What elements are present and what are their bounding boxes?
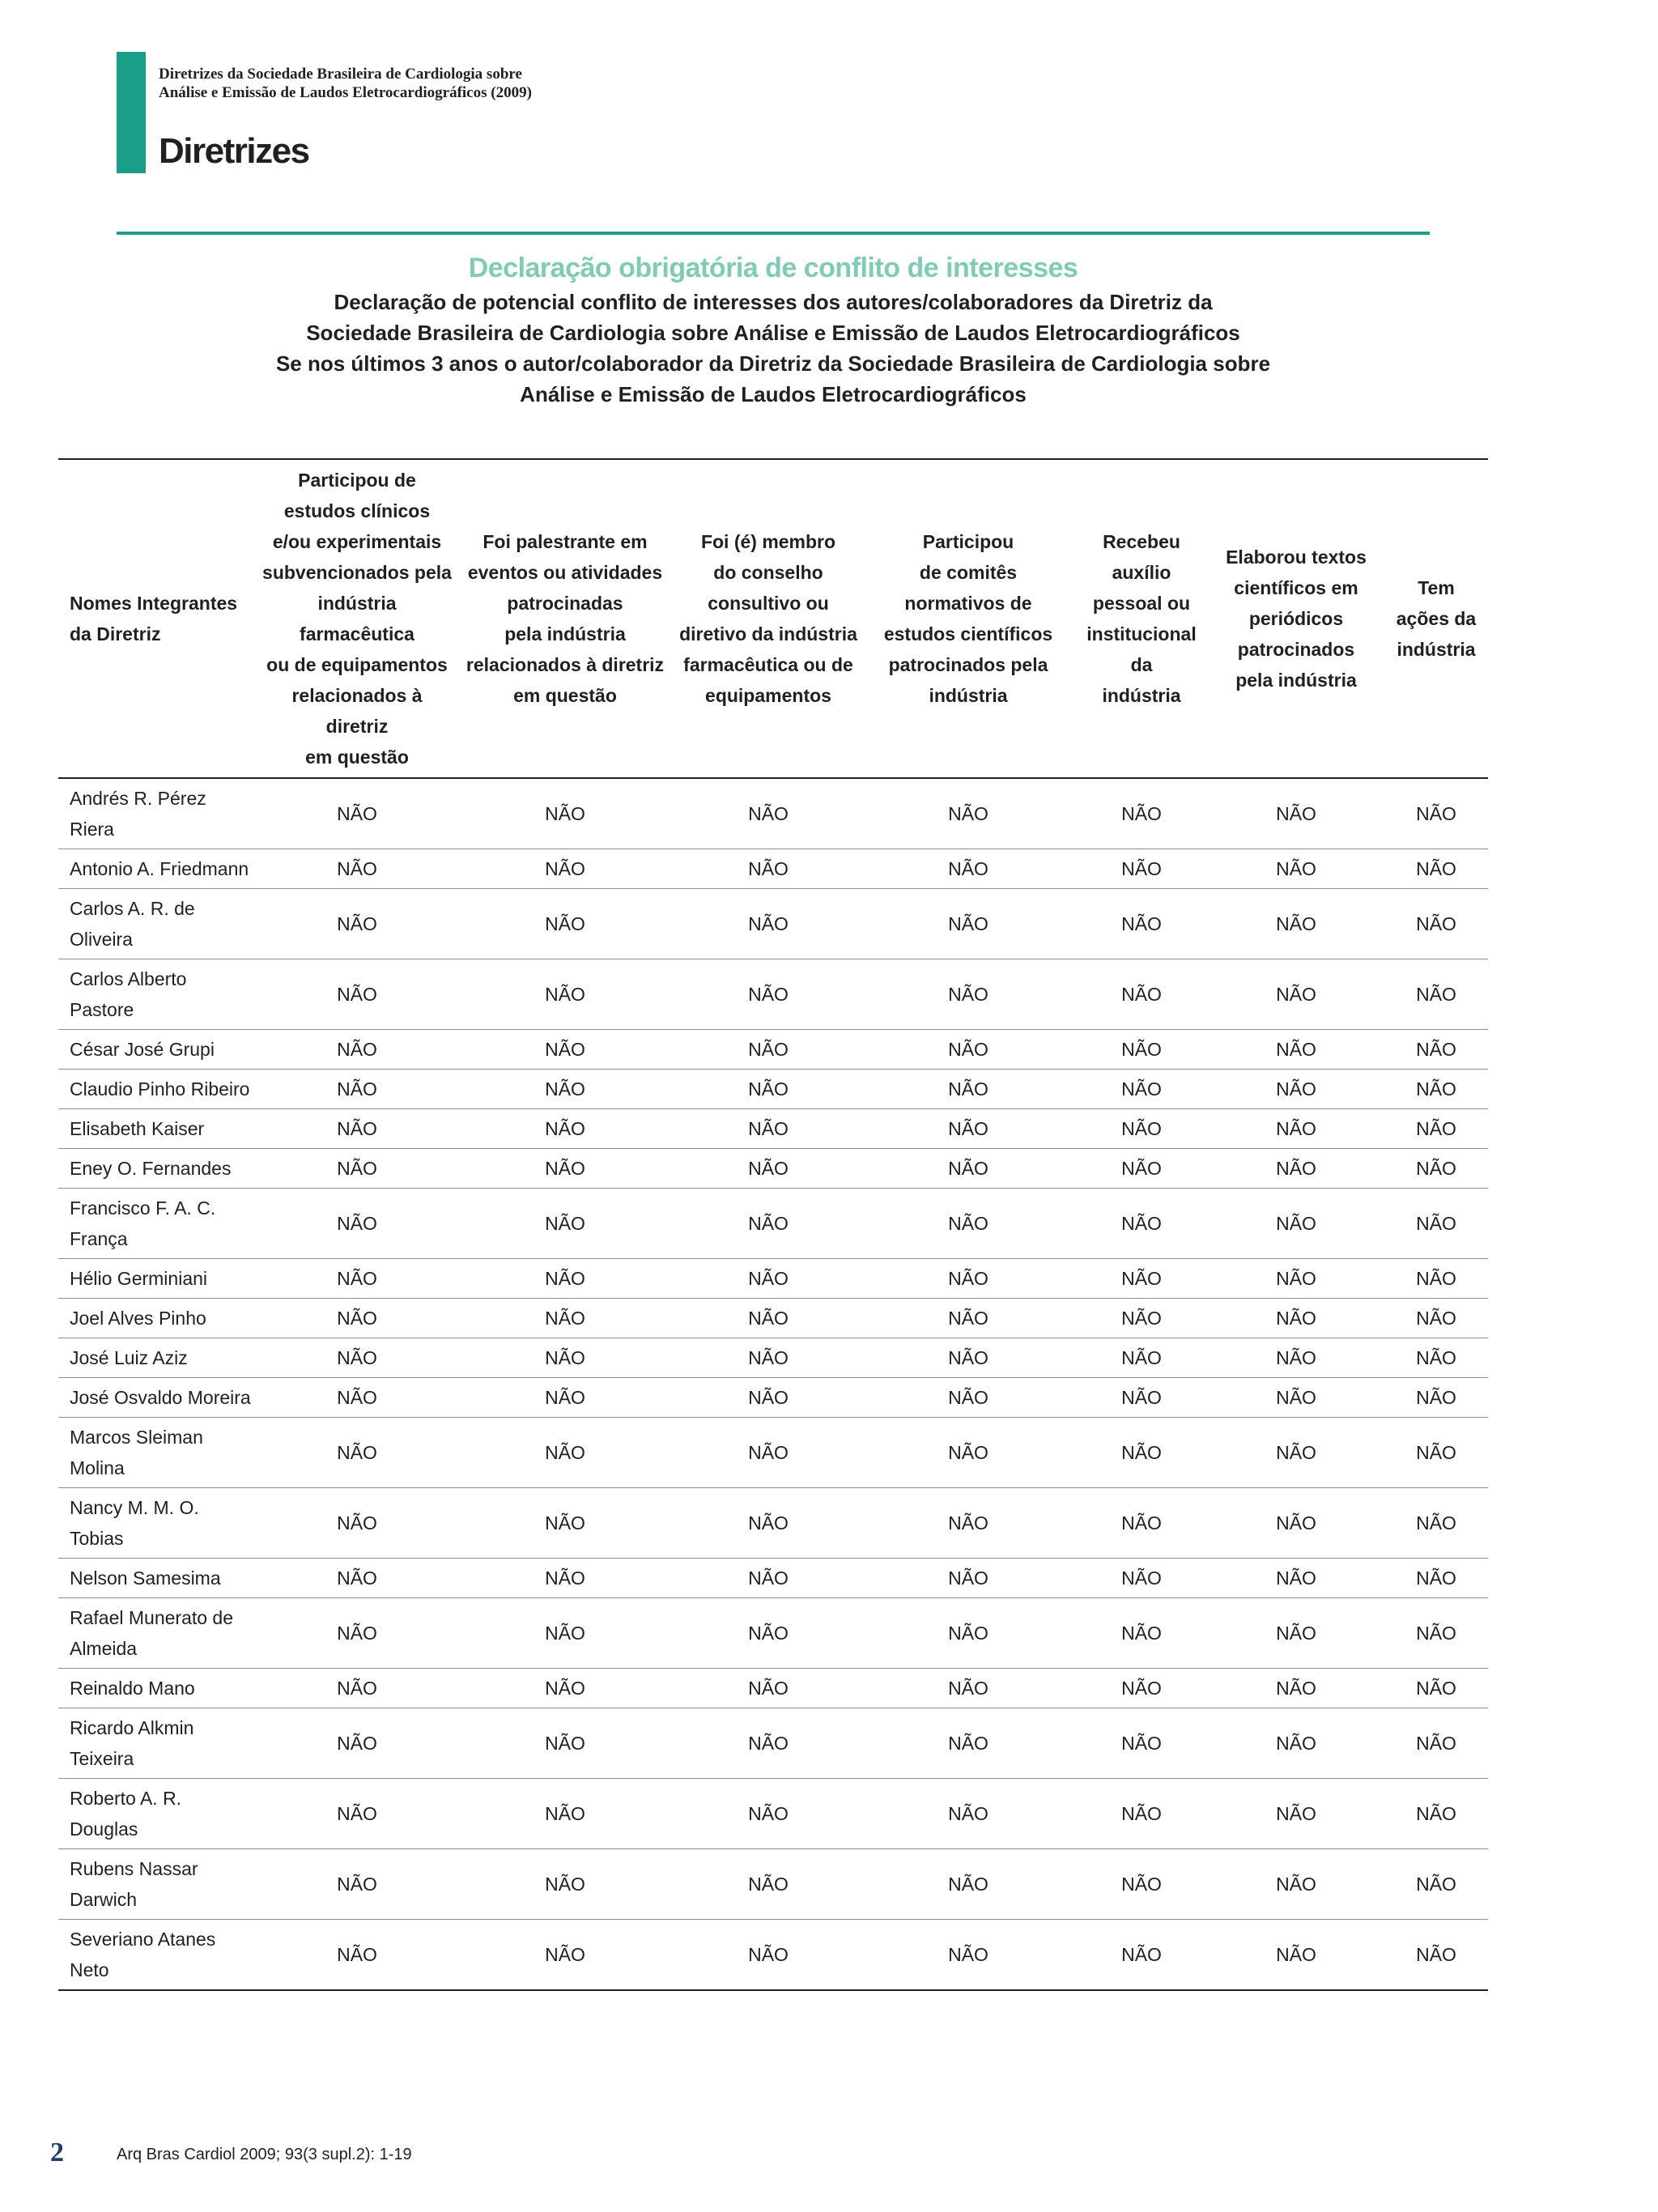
- answer-cell: NÃO: [259, 778, 455, 849]
- answer-cell: NÃO: [675, 1669, 861, 1708]
- answer-cell: NÃO: [1208, 849, 1384, 889]
- member-name: [58, 1378, 259, 1418]
- column-header-line: pela indústria: [1235, 670, 1357, 691]
- column-header-line: indústria: [929, 685, 1008, 706]
- column-header-line: Nomes Integrantes: [70, 593, 238, 614]
- table-row: [58, 778, 1488, 849]
- answer-cell: NÃO: [1384, 1378, 1488, 1418]
- answer-cell: NÃO: [675, 1779, 861, 1849]
- member-name-line: Hélio Germiniani: [70, 1268, 208, 1289]
- answer-cell: NÃO: [1075, 1598, 1208, 1669]
- table-row: [58, 1109, 1488, 1149]
- answer-cell: NÃO: [455, 1378, 675, 1418]
- member-name-line: Ricardo Alkmin: [70, 1717, 194, 1738]
- answer-cell: NÃO: [861, 1338, 1075, 1378]
- member-name-line: Claudio Pinho Ribeiro: [70, 1078, 250, 1100]
- answer-cell: NÃO: [861, 1259, 1075, 1299]
- answer-cell: NÃO: [259, 959, 455, 1030]
- answer-cell: NÃO: [455, 1338, 675, 1378]
- answer-cell: NÃO: [1208, 1849, 1384, 1920]
- answer-cell: NÃO: [1384, 1299, 1488, 1338]
- column-header: [675, 459, 861, 778]
- answer-cell: NÃO: [1208, 1338, 1384, 1378]
- question-line-1: Se nos últimos 3 anos o autor/colaborador da Diretriz da Sociedade Brasileira de Cardiologia sobre: [275, 351, 1271, 376]
- answer-cell: NÃO: [861, 1849, 1075, 1920]
- answer-cell: NÃO: [259, 1259, 455, 1299]
- answer-cell: NÃO: [1208, 1559, 1384, 1598]
- answer-cell: NÃO: [1384, 1779, 1488, 1849]
- answer-cell: NÃO: [1384, 1030, 1488, 1070]
- column-header-line: eventos ou atividades: [467, 562, 663, 583]
- answer-cell: NÃO: [1384, 1849, 1488, 1920]
- answer-cell: NÃO: [455, 1030, 675, 1070]
- answer-cell: NÃO: [861, 1920, 1075, 1991]
- table-row: [58, 1338, 1488, 1378]
- table-row: [58, 1669, 1488, 1708]
- table-row: [58, 1418, 1488, 1488]
- column-header: [1075, 459, 1208, 778]
- answer-cell: NÃO: [1208, 778, 1384, 849]
- declaration-subtitle: [58, 287, 1488, 348]
- column-header-line: institucional da: [1086, 623, 1197, 675]
- answer-cell: NÃO: [455, 1070, 675, 1109]
- answer-cell: NÃO: [1384, 1189, 1488, 1259]
- answer-cell: NÃO: [259, 1299, 455, 1338]
- table-row: [58, 1779, 1488, 1849]
- answer-cell: NÃO: [1075, 849, 1208, 889]
- answer-cell: NÃO: [1075, 1779, 1208, 1849]
- column-header-line: Participou: [922, 531, 1014, 552]
- table-row: [58, 959, 1488, 1030]
- answer-cell: NÃO: [1208, 1189, 1384, 1259]
- member-name-line: Tobias: [70, 1528, 124, 1549]
- answer-cell: NÃO: [1384, 1920, 1488, 1991]
- answer-cell: NÃO: [675, 1598, 861, 1669]
- member-name: [58, 1299, 259, 1338]
- member-name: [58, 1070, 259, 1109]
- answer-cell: NÃO: [861, 1559, 1075, 1598]
- member-name-line: Reinaldo Mano: [70, 1678, 195, 1699]
- member-name-line: César José Grupi: [70, 1039, 215, 1060]
- answer-cell: NÃO: [1208, 1598, 1384, 1669]
- table-row: [58, 1259, 1488, 1299]
- column-header-line: científicos em: [1234, 577, 1358, 598]
- answer-cell: NÃO: [861, 849, 1075, 889]
- answer-cell: NÃO: [861, 1070, 1075, 1109]
- table-row: [58, 1849, 1488, 1920]
- column-header-line: pessoal ou: [1092, 593, 1191, 614]
- table-row: [58, 1598, 1488, 1669]
- answer-cell: NÃO: [1208, 1920, 1384, 1991]
- journal-title: [159, 65, 887, 102]
- answer-cell: NÃO: [1384, 1109, 1488, 1149]
- section-accent-bar: [117, 52, 146, 173]
- table-row: [58, 1189, 1488, 1259]
- answer-cell: NÃO: [675, 1070, 861, 1109]
- column-header-line: patrocinadas: [507, 593, 623, 614]
- answer-cell: NÃO: [675, 1418, 861, 1488]
- answer-cell: NÃO: [1208, 1418, 1384, 1488]
- answer-cell: NÃO: [1075, 1849, 1208, 1920]
- member-name-line: Francisco F. A. C.: [70, 1197, 216, 1219]
- column-header-line: Foi (é) membro: [700, 531, 836, 552]
- conflict-of-interest-table: [58, 458, 1488, 1991]
- member-name: [58, 1338, 259, 1378]
- member-name: [58, 959, 259, 1030]
- answer-cell: NÃO: [455, 1669, 675, 1708]
- table-row: [58, 1070, 1488, 1109]
- member-name-line: José Luiz Aziz: [70, 1347, 188, 1368]
- member-name-line: Elisabeth Kaiser: [70, 1118, 205, 1139]
- answer-cell: NÃO: [1075, 889, 1208, 959]
- answer-cell: NÃO: [675, 1708, 861, 1779]
- answer-cell: NÃO: [861, 1488, 1075, 1559]
- answer-cell: NÃO: [1075, 1030, 1208, 1070]
- member-name-line: Molina: [70, 1457, 125, 1478]
- member-name: [58, 1488, 259, 1559]
- answer-cell: NÃO: [861, 1189, 1075, 1259]
- answer-cell: NÃO: [455, 1299, 675, 1338]
- member-name-line: Eney O. Fernandes: [70, 1158, 232, 1179]
- table-row: [58, 1299, 1488, 1338]
- answer-cell: NÃO: [455, 959, 675, 1030]
- member-name-line: Douglas: [70, 1819, 138, 1840]
- answer-cell: NÃO: [1075, 1109, 1208, 1149]
- answer-cell: NÃO: [861, 889, 1075, 959]
- answer-cell: NÃO: [259, 1598, 455, 1669]
- column-header-line: auxílio: [1112, 562, 1171, 583]
- member-name-line: França: [70, 1228, 128, 1249]
- answer-cell: NÃO: [259, 1708, 455, 1779]
- answer-cell: NÃO: [1208, 889, 1384, 959]
- column-header-line: pela indústria: [504, 623, 626, 644]
- column-header-line: em questão: [513, 685, 617, 706]
- answer-cell: NÃO: [259, 1779, 455, 1849]
- table-row: [58, 1030, 1488, 1070]
- member-name: [58, 849, 259, 889]
- answer-cell: NÃO: [1384, 1598, 1488, 1669]
- member-name: [58, 1418, 259, 1488]
- answer-cell: NÃO: [1075, 1149, 1208, 1189]
- answer-cell: NÃO: [259, 1378, 455, 1418]
- answer-cell: NÃO: [861, 1418, 1075, 1488]
- column-header-line: estudos clínicos: [283, 500, 431, 521]
- column-header: [455, 459, 675, 778]
- answer-cell: NÃO: [455, 1189, 675, 1259]
- answer-cell: NÃO: [455, 1149, 675, 1189]
- answer-cell: NÃO: [1384, 1669, 1488, 1708]
- answer-cell: NÃO: [1075, 1559, 1208, 1598]
- column-header-line: patrocinados: [1237, 639, 1355, 660]
- answer-cell: NÃO: [1384, 1338, 1488, 1378]
- column-header-line: consultivo ou: [708, 593, 829, 614]
- member-name: [58, 778, 259, 849]
- answer-cell: NÃO: [1208, 1378, 1384, 1418]
- answer-cell: NÃO: [861, 1779, 1075, 1849]
- answer-cell: NÃO: [455, 1598, 675, 1669]
- column-header-line: farmacêutica ou de: [683, 654, 853, 675]
- column-header-line: de comitês: [919, 562, 1018, 583]
- answer-cell: NÃO: [675, 1030, 861, 1070]
- answer-cell: NÃO: [675, 849, 861, 889]
- answer-cell: NÃO: [1075, 1338, 1208, 1378]
- answer-cell: NÃO: [675, 1338, 861, 1378]
- top-divider: [117, 232, 1430, 235]
- declaration-question: [58, 348, 1488, 410]
- answer-cell: NÃO: [675, 1189, 861, 1259]
- member-name: [58, 1149, 259, 1189]
- table-row: [58, 1149, 1488, 1189]
- column-header-line: Participou de: [298, 470, 416, 491]
- answer-cell: NÃO: [675, 1259, 861, 1299]
- table-row: [58, 1920, 1488, 1991]
- answer-cell: NÃO: [1208, 1030, 1384, 1070]
- column-header-line: periódicos: [1248, 608, 1344, 629]
- answer-cell: NÃO: [1208, 1109, 1384, 1149]
- member-name: [58, 1849, 259, 1920]
- answer-cell: NÃO: [1075, 1418, 1208, 1488]
- column-header: [861, 459, 1075, 778]
- column-header-line: relacionados à diretriz: [466, 654, 665, 675]
- answer-cell: NÃO: [1208, 1779, 1384, 1849]
- answer-cell: NÃO: [259, 1669, 455, 1708]
- member-name: [58, 1109, 259, 1149]
- answer-cell: NÃO: [259, 1920, 455, 1991]
- member-name-line: Almeida: [70, 1638, 138, 1659]
- answer-cell: NÃO: [455, 1920, 675, 1991]
- answer-cell: NÃO: [259, 1559, 455, 1598]
- answer-cell: NÃO: [1384, 1559, 1488, 1598]
- answer-cell: NÃO: [861, 959, 1075, 1030]
- member-name-line: Darwich: [70, 1889, 138, 1910]
- answer-cell: NÃO: [1075, 959, 1208, 1030]
- answer-cell: NÃO: [1075, 1259, 1208, 1299]
- answer-cell: NÃO: [675, 1149, 861, 1189]
- subtitle-line-2: Sociedade Brasileira de Cardiologia sobre Análise e Emissão de Laudos Eletrocardiográficos: [306, 321, 1240, 345]
- member-name: [58, 1669, 259, 1708]
- column-header: [1384, 459, 1488, 778]
- member-name-line: Rafael Munerato de: [70, 1607, 234, 1628]
- answer-cell: NÃO: [455, 1849, 675, 1920]
- column-header-line: normativos de: [904, 593, 1032, 614]
- column-header: [1208, 459, 1384, 778]
- answer-cell: NÃO: [1384, 1070, 1488, 1109]
- answer-cell: NÃO: [1384, 889, 1488, 959]
- member-name: [58, 1779, 259, 1849]
- table-row: [58, 1378, 1488, 1418]
- column-header-line: equipamentos: [705, 685, 831, 706]
- answer-cell: NÃO: [1384, 1488, 1488, 1559]
- answer-cell: NÃO: [675, 889, 861, 959]
- journal-title-line-2: Análise e Emissão de Laudos Eletrocardiográficos (2009): [159, 84, 532, 101]
- member-name-line: Rubens Nassar: [70, 1858, 198, 1879]
- member-name-line: Neto: [70, 1959, 109, 1980]
- answer-cell: NÃO: [259, 1030, 455, 1070]
- answer-cell: NÃO: [675, 1378, 861, 1418]
- table-row: [58, 889, 1488, 959]
- answer-cell: NÃO: [1384, 1418, 1488, 1488]
- answer-cell: NÃO: [1208, 1669, 1384, 1708]
- answer-cell: NÃO: [259, 1109, 455, 1149]
- member-name: [58, 889, 259, 959]
- answer-cell: NÃO: [861, 1669, 1075, 1708]
- answer-cell: NÃO: [1208, 1299, 1384, 1338]
- column-header-line: em questão: [305, 747, 409, 768]
- column-header: [259, 459, 455, 778]
- table-row: [58, 1488, 1488, 1559]
- answer-cell: NÃO: [675, 1559, 861, 1598]
- table-row: [58, 1708, 1488, 1779]
- answer-cell: NÃO: [675, 1920, 861, 1991]
- answer-cell: NÃO: [861, 1109, 1075, 1149]
- answer-cell: NÃO: [675, 1109, 861, 1149]
- column-header-line: diretivo da indústria: [679, 623, 857, 644]
- member-name-line: Riera: [70, 819, 114, 840]
- answer-cell: NÃO: [259, 849, 455, 889]
- answer-cell: NÃO: [1384, 778, 1488, 849]
- answer-cell: NÃO: [1075, 778, 1208, 849]
- answer-cell: NÃO: [1208, 1488, 1384, 1559]
- answer-cell: NÃO: [455, 1488, 675, 1559]
- member-name: [58, 1598, 259, 1669]
- answer-cell: NÃO: [1384, 959, 1488, 1030]
- column-header-line: patrocinados pela: [888, 654, 1048, 675]
- answer-cell: NÃO: [675, 959, 861, 1030]
- question-line-2: Análise e Emissão de Laudos Eletrocardiográficos: [520, 382, 1027, 406]
- member-name: [58, 1030, 259, 1070]
- column-header-line: ações da: [1396, 608, 1477, 629]
- answer-cell: NÃO: [1208, 1149, 1384, 1189]
- answer-cell: NÃO: [1384, 1149, 1488, 1189]
- answer-cell: NÃO: [1208, 1070, 1384, 1109]
- answer-cell: NÃO: [455, 1418, 675, 1488]
- column-header-line: e/ou experimentais: [272, 531, 442, 552]
- answer-cell: NÃO: [1075, 1488, 1208, 1559]
- answer-cell: NÃO: [455, 1559, 675, 1598]
- column-header-line: estudos científicos: [883, 623, 1053, 644]
- answer-cell: NÃO: [1384, 1708, 1488, 1779]
- answer-cell: NÃO: [861, 1149, 1075, 1189]
- answer-cell: NÃO: [259, 1849, 455, 1920]
- answer-cell: NÃO: [259, 1488, 455, 1559]
- column-header-line: subvencionados pela: [262, 562, 452, 583]
- member-name-line: Antonio A. Friedmann: [70, 858, 249, 879]
- answer-cell: NÃO: [259, 889, 455, 959]
- page-number: 2: [50, 2138, 64, 2167]
- member-name-line: Nelson Samesima: [70, 1568, 221, 1589]
- answer-cell: NÃO: [1075, 1189, 1208, 1259]
- column-header-names: [58, 459, 259, 778]
- answer-cell: NÃO: [861, 1708, 1075, 1779]
- member-name-line: Severiano Atanes: [70, 1929, 216, 1950]
- member-name: [58, 1559, 259, 1598]
- column-header-line: indústria: [1102, 685, 1181, 706]
- member-name-line: Carlos A. R. de: [70, 898, 195, 919]
- declaration-title: Declaração obrigatória de conflito de interesses: [468, 253, 1078, 283]
- table-body: [58, 778, 1488, 1990]
- answer-cell: NÃO: [861, 1598, 1075, 1669]
- subtitle-line-1: Declaração de potencial conflito de interesses dos autores/colaboradores da Diretriz da: [334, 290, 1213, 314]
- column-header-line: Elaborou textos: [1226, 547, 1367, 568]
- answer-cell: NÃO: [259, 1189, 455, 1259]
- column-header-line: indústria: [1397, 639, 1476, 660]
- answer-cell: NÃO: [259, 1149, 455, 1189]
- answer-cell: NÃO: [675, 1849, 861, 1920]
- answer-cell: NÃO: [1208, 1259, 1384, 1299]
- table-row: [58, 1559, 1488, 1598]
- member-name: [58, 1189, 259, 1259]
- table-row: [58, 849, 1488, 889]
- member-name-line: Marcos Sleiman: [70, 1427, 203, 1448]
- member-name-line: Nancy M. M. O.: [70, 1497, 199, 1518]
- column-header-line: Foi palestrante em: [483, 531, 648, 552]
- answer-cell: NÃO: [861, 1299, 1075, 1338]
- member-name-line: José Osvaldo Moreira: [70, 1387, 251, 1408]
- journal-citation: Arq Bras Cardiol 2009; 93(3 supl.2): 1-19: [117, 2146, 412, 2163]
- answer-cell: NÃO: [455, 849, 675, 889]
- member-name: [58, 1259, 259, 1299]
- answer-cell: NÃO: [455, 1109, 675, 1149]
- member-name: [58, 1708, 259, 1779]
- answer-cell: NÃO: [1384, 1259, 1488, 1299]
- answer-cell: NÃO: [1075, 1708, 1208, 1779]
- answer-cell: NÃO: [455, 1259, 675, 1299]
- answer-cell: NÃO: [1075, 1669, 1208, 1708]
- answer-cell: NÃO: [1208, 1708, 1384, 1779]
- answer-cell: NÃO: [455, 889, 675, 959]
- answer-cell: NÃO: [259, 1338, 455, 1378]
- column-header-line: Recebeu: [1103, 531, 1180, 552]
- answer-cell: NÃO: [455, 778, 675, 849]
- column-header-line: da Diretriz: [70, 623, 161, 644]
- answer-cell: NÃO: [1075, 1070, 1208, 1109]
- column-header-line: relacionados à diretriz: [291, 685, 423, 737]
- answer-cell: NÃO: [675, 778, 861, 849]
- answer-cell: NÃO: [1075, 1299, 1208, 1338]
- answer-cell: NÃO: [1384, 849, 1488, 889]
- answer-cell: NÃO: [675, 1299, 861, 1338]
- answer-cell: NÃO: [455, 1779, 675, 1849]
- member-name-line: Oliveira: [70, 929, 133, 950]
- answer-cell: NÃO: [675, 1488, 861, 1559]
- member-name: [58, 1920, 259, 1991]
- member-name-line: Andrés R. Pérez: [70, 788, 206, 809]
- column-header-line: ou de equipamentos: [266, 654, 448, 675]
- answer-cell: NÃO: [861, 778, 1075, 849]
- member-name-line: Joel Alves Pinho: [70, 1308, 206, 1329]
- answer-cell: NÃO: [861, 1030, 1075, 1070]
- answer-cell: NÃO: [1075, 1378, 1208, 1418]
- answer-cell: NÃO: [1208, 959, 1384, 1030]
- column-header-line: indústria farmacêutica: [300, 593, 414, 644]
- answer-cell: NÃO: [861, 1378, 1075, 1418]
- member-name-line: Pastore: [70, 999, 134, 1020]
- answer-cell: NÃO: [1075, 1920, 1208, 1991]
- journal-title-line-1: Diretrizes da Sociedade Brasileira de Cardiologia sobre: [159, 66, 522, 83]
- answer-cell: NÃO: [259, 1418, 455, 1488]
- answer-cell: NÃO: [259, 1070, 455, 1109]
- table-header-row: [58, 459, 1488, 778]
- member-name-line: Teixeira: [70, 1748, 134, 1769]
- column-header-line: do conselho: [713, 562, 823, 583]
- answer-cell: NÃO: [455, 1708, 675, 1779]
- member-name-line: Roberto A. R.: [70, 1788, 182, 1809]
- section-title: Diretrizes: [159, 131, 309, 171]
- column-header-line: Tem: [1418, 577, 1455, 598]
- member-name-line: Carlos Alberto: [70, 968, 187, 989]
